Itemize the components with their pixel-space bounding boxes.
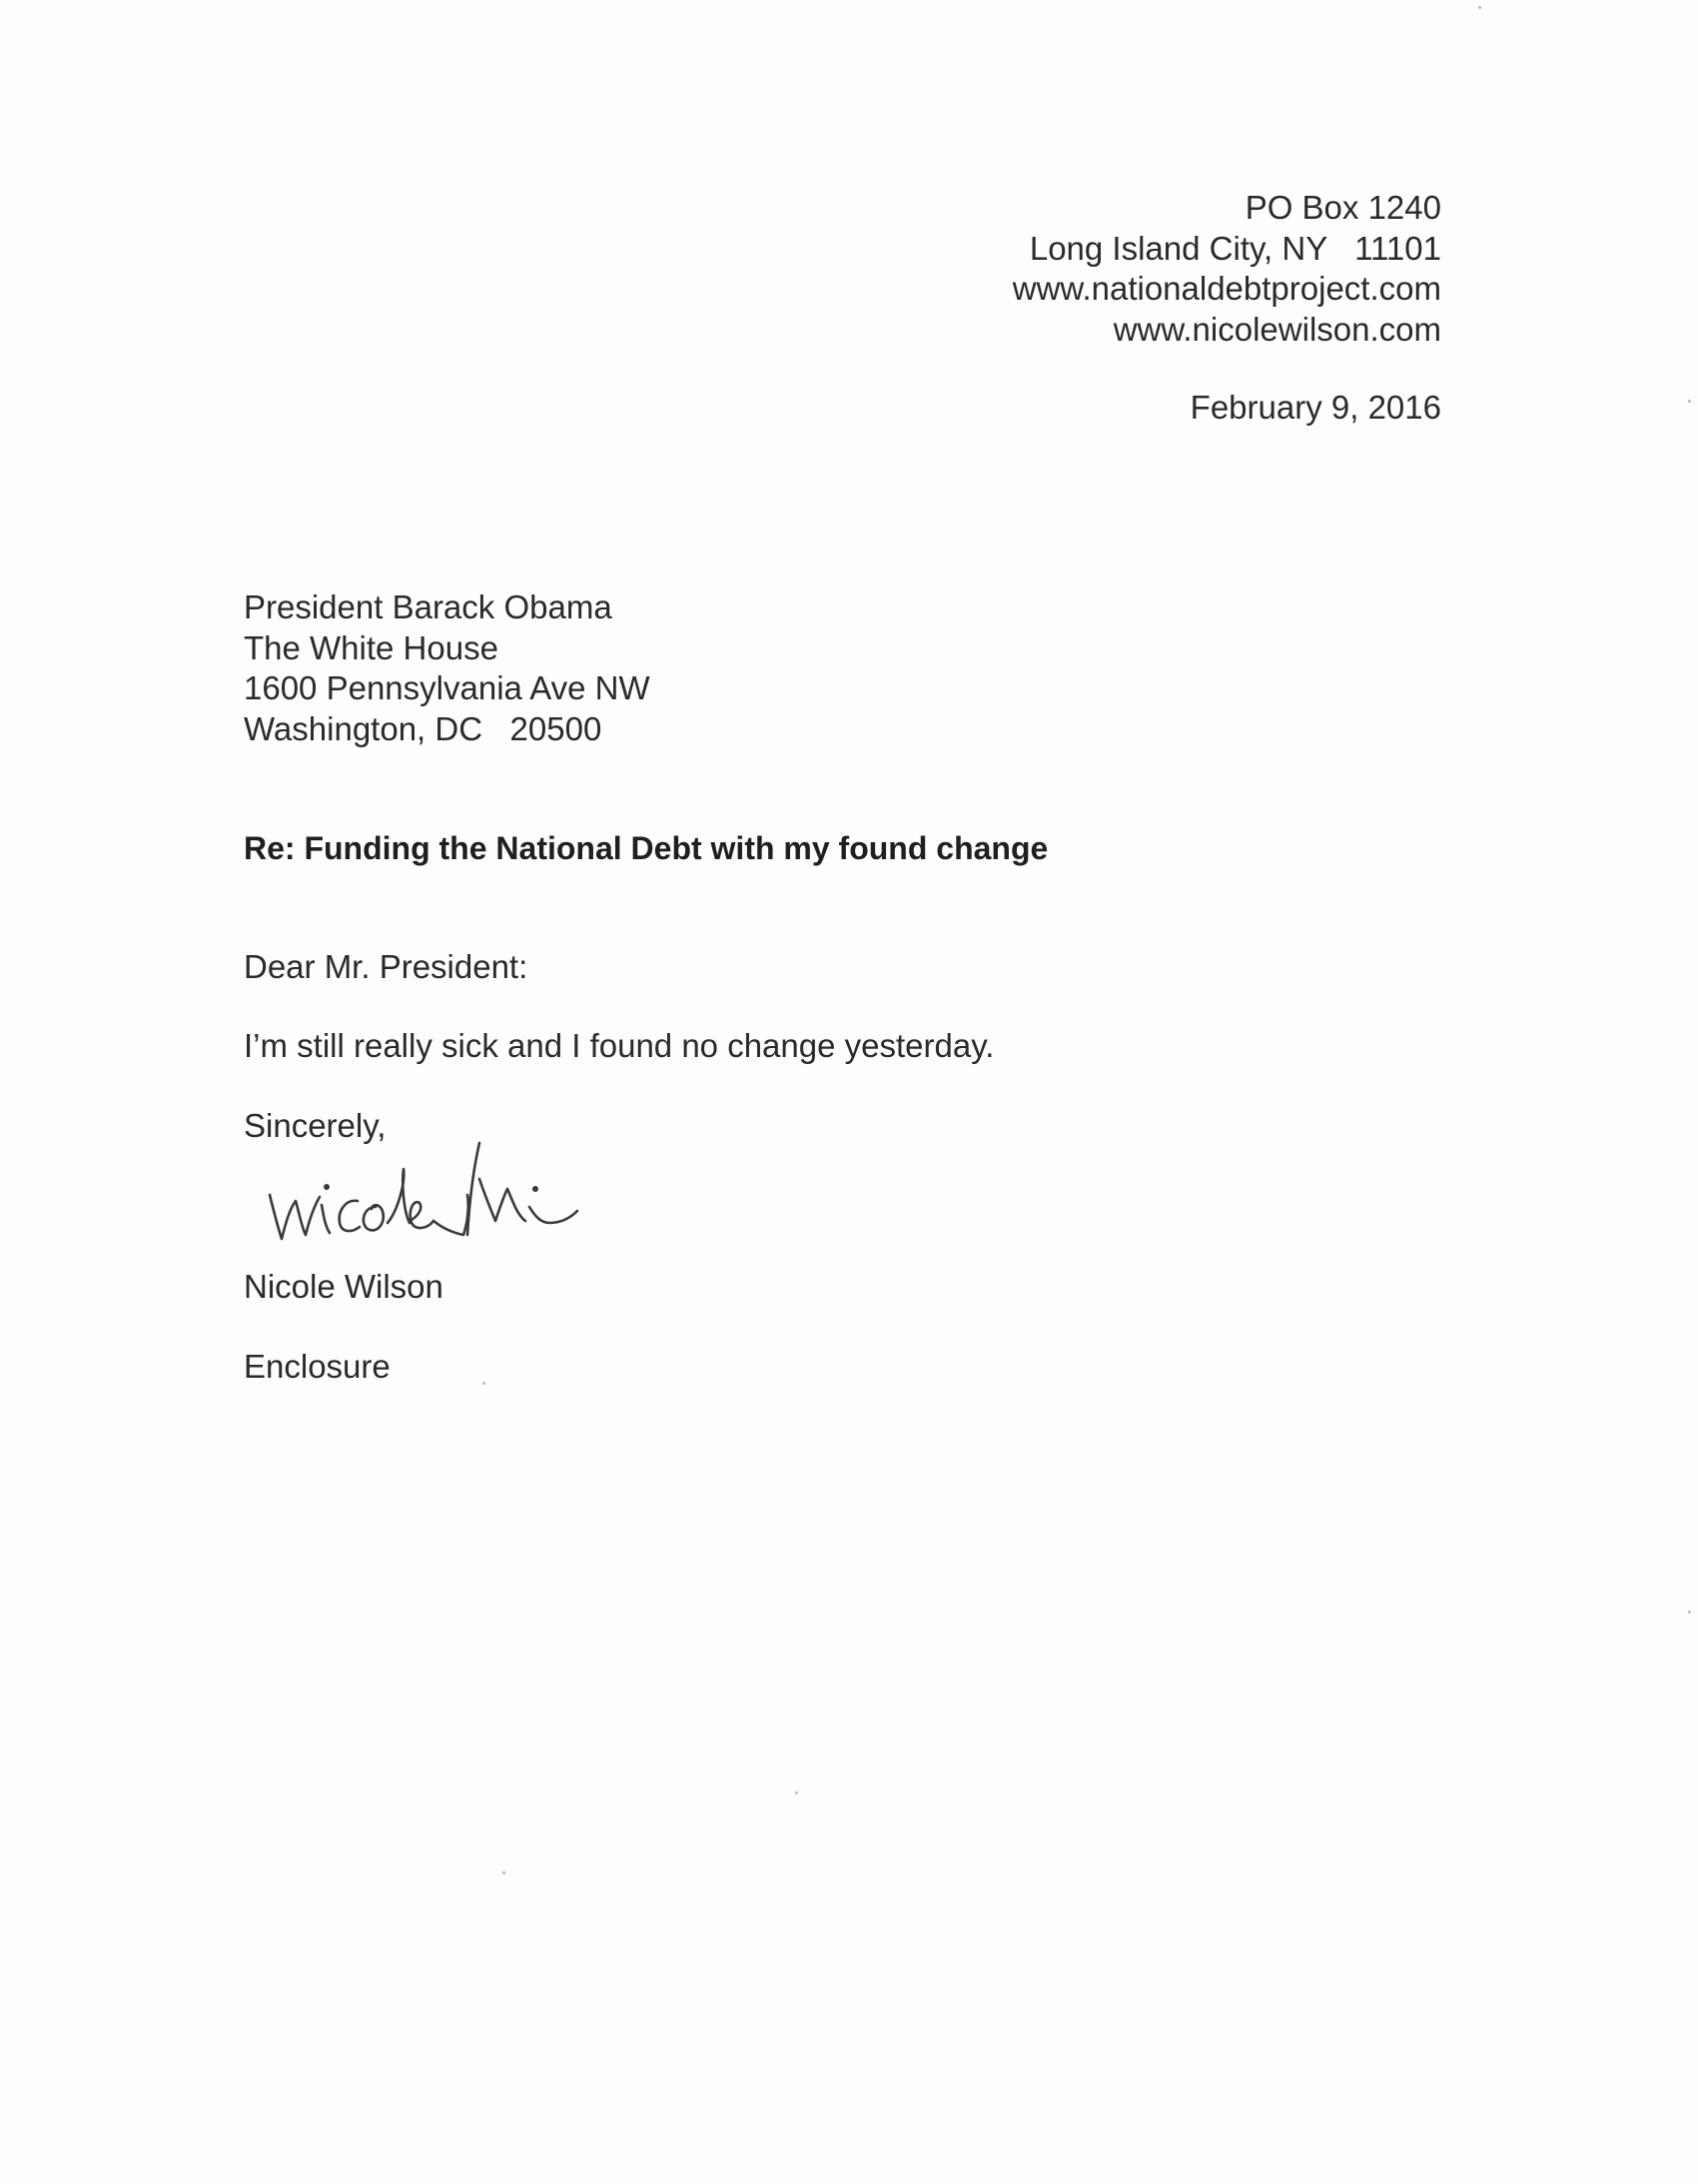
letter-date: February 9, 2016 [1190, 389, 1441, 426]
signer-name: Nicole Wilson [244, 1268, 443, 1305]
salutation: Dear Mr. President: [244, 948, 528, 985]
sender-website-personal: www.nicolewilson.com [1113, 310, 1441, 348]
scan-speck [1688, 1611, 1691, 1614]
sender-website-project: www.nationaldebtproject.com [1012, 270, 1441, 307]
sender-city-state-zip: Long Island City, NY 11101 [1029, 229, 1441, 267]
enclosure-notation: Enclosure [244, 1348, 391, 1385]
scan-speck [502, 1871, 505, 1874]
scan-speck [795, 1791, 798, 1794]
sender-po-box: PO Box 1240 [1245, 189, 1441, 226]
handwritten-signature [258, 1123, 617, 1253]
scan-speck [1478, 6, 1481, 9]
recipient-name: President Barack Obama [244, 588, 612, 625]
subject-line: Re: Funding the National Debt with my found change [244, 830, 1049, 866]
scan-speck [482, 1382, 485, 1385]
recipient-street: 1600 Pennsylvania Ave NW [244, 669, 650, 706]
recipient-city-state-zip: Washington, DC 20500 [244, 709, 602, 747]
recipient-organization: The White House [244, 628, 498, 666]
recipient-address [244, 587, 650, 749]
scan-speck [1688, 400, 1691, 403]
letter-body: I’m still really sick and I found no change yesterday. [244, 1027, 995, 1064]
sender-address [1013, 188, 1441, 350]
closing: Sincerely, [244, 1107, 387, 1144]
